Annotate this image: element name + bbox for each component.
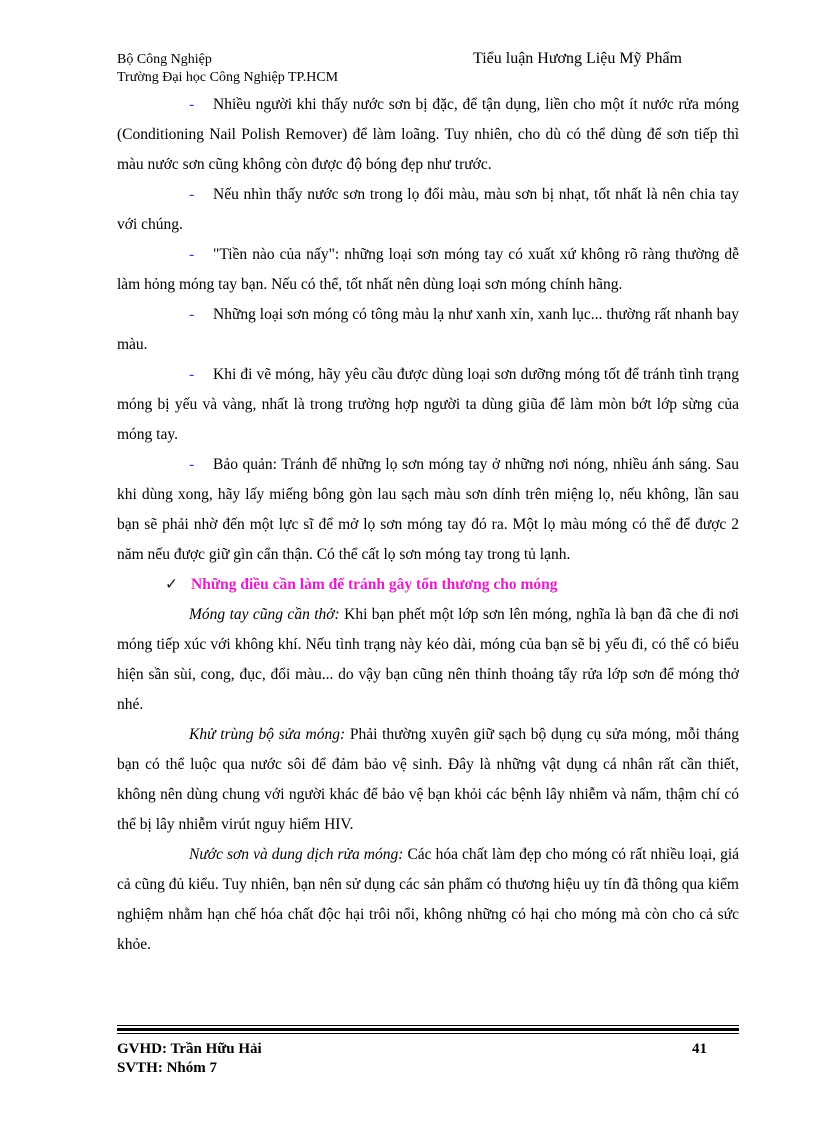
header-ministry: Bộ Công Nghiệp (117, 52, 212, 67)
section-paragraph (117, 840, 739, 960)
footer-divider-thick (117, 1028, 739, 1031)
bullet-paragraph (117, 240, 739, 300)
section-heading (117, 570, 739, 600)
paragraph-lead: Nước sơn và dung dịch rửa móng: (189, 846, 404, 863)
bullet-text: Khi đi vẽ móng, hãy yêu cầu được dùng loại sơn dưỡng móng tốt để tránh tình trạng móng bị yếu và vàng, nhất là trong trường hợp người ta dùng giũa để làm mòn bớt lớp sừng của móng tay. (117, 366, 739, 443)
header-university: Trường Đại học Công Nghiệp TP.HCM (117, 70, 339, 85)
page-body (117, 90, 739, 960)
header-document-title: Tiểu luận Hương Liệu Mỹ Phẩm (473, 50, 682, 67)
page-header-organization (117, 51, 338, 87)
bullet-text: Nhiều người khi thấy nước sơn bị đặc, để tận dụng, liền cho một ít nước rửa móng (Conditioning Nail Polish Remover) để làm loãng. Tuy nhiên, cho dù có thể dùng để sơn tiếp thì màu nước sơn cũng không còn được độ bóng đẹp như trước. (117, 96, 739, 173)
bullet-text: Nếu nhìn thấy nước sơn trong lọ đổi màu, màu sơn bị nhạt, tốt nhất là nên chia tay với chúng. (117, 186, 739, 233)
footer-advisor: GVHD: Trần Hữu Hải (117, 1041, 262, 1057)
section-paragraph (117, 600, 739, 720)
dash-marker: - (189, 186, 195, 203)
paragraph-text: Phải thường xuyên giữ sạch bộ dụng cụ sửa móng, mỗi tháng bạn có thể luộc qua nước sôi để đảm bảo vệ sinh. Đây là những vật dụng cá nhân rất cần thiết, không nên dùng chung với người khác để bảo vệ bạn khỏi các bệnh lây nhiễm và nấm, thậm chí có thể bị lây nhiễm virút nguy hiểm HIV. (117, 726, 739, 833)
dash-marker: - (189, 456, 195, 473)
bullet-text: "Tiền nào của nấy": những loại sơn móng tay có xuất xứ không rõ ràng thường dễ làm hỏng móng tay bạn. Nếu có thể, tốt nhất nên dùng loại sơn móng chính hãng. (117, 246, 739, 293)
dash-marker: - (189, 366, 195, 383)
dash-marker: - (189, 246, 195, 263)
dash-marker: - (189, 96, 195, 113)
section-paragraph (117, 720, 739, 840)
dash-marker: - (189, 306, 195, 323)
paragraph-text: Khi bạn phết một lớp sơn lên móng, nghĩa là bạn đã che đi nơi móng tiếp xúc với không khí. Nếu tình trạng này kéo dài, móng của bạn sẽ bị yếu đi, có thể có biểu hiện sần sùi, cong, đục, đổi màu... do vậy bạn cũng nên thỉnh thoảng tẩy rửa lớp sơn để móng thở nhé. (117, 606, 739, 713)
paragraph-lead: Khử trùng bộ sửa móng: (189, 726, 346, 743)
page-footer-credits (117, 1040, 262, 1078)
bullet-paragraph (117, 180, 739, 240)
bullet-paragraph (117, 300, 739, 360)
bullet-text: Bảo quản: Tránh để những lọ sơn móng tay ở những nơi nóng, nhiều ánh sáng. Sau khi dùng xong, hãy lấy miếng bông gòn lau sạch màu sơn dính trên miệng lọ, nếu không, lần sau bạn sẽ phải nhờ đến một lực sĩ để mở lọ sơn móng tay đó ra. Một lọ màu móng có thể để được 2 năm nếu được giữ gìn cẩn thận. Có thể cất lọ sơn móng tay trong tủ lạnh. (117, 456, 739, 563)
footer-divider-thin-top (117, 1025, 739, 1026)
footer-group: SVTH: Nhóm 7 (117, 1060, 218, 1076)
checkmark-icon: ✓ (165, 576, 178, 593)
bullet-text: Những loại sơn móng có tông màu lạ như xanh xỉn, xanh lục... thường rất nhanh bay màu. (117, 306, 739, 353)
page-number: 41 (692, 1041, 707, 1057)
bullet-paragraph (117, 90, 739, 180)
paragraph-lead: Móng tay cũng cần thở: (189, 606, 340, 623)
section-heading-text: Những điều cần làm để tránh gây tổn thương cho móng (191, 576, 558, 593)
paragraph-text: Các hóa chất làm đẹp cho móng có rất nhiều loại, giá cả cũng đủ kiểu. Tuy nhiên, bạn nên sử dụng các sản phẩm có thương hiệu uy tín đã thông qua kiểm nghiệm nhằm hạn chế hóa chất độc hại trôi nổi, không những có hại cho móng mà còn cho cả sức khỏe. (117, 846, 740, 953)
bullet-paragraph (117, 360, 739, 450)
bullet-paragraph (117, 450, 739, 570)
footer-divider-thin-bottom (117, 1033, 739, 1034)
